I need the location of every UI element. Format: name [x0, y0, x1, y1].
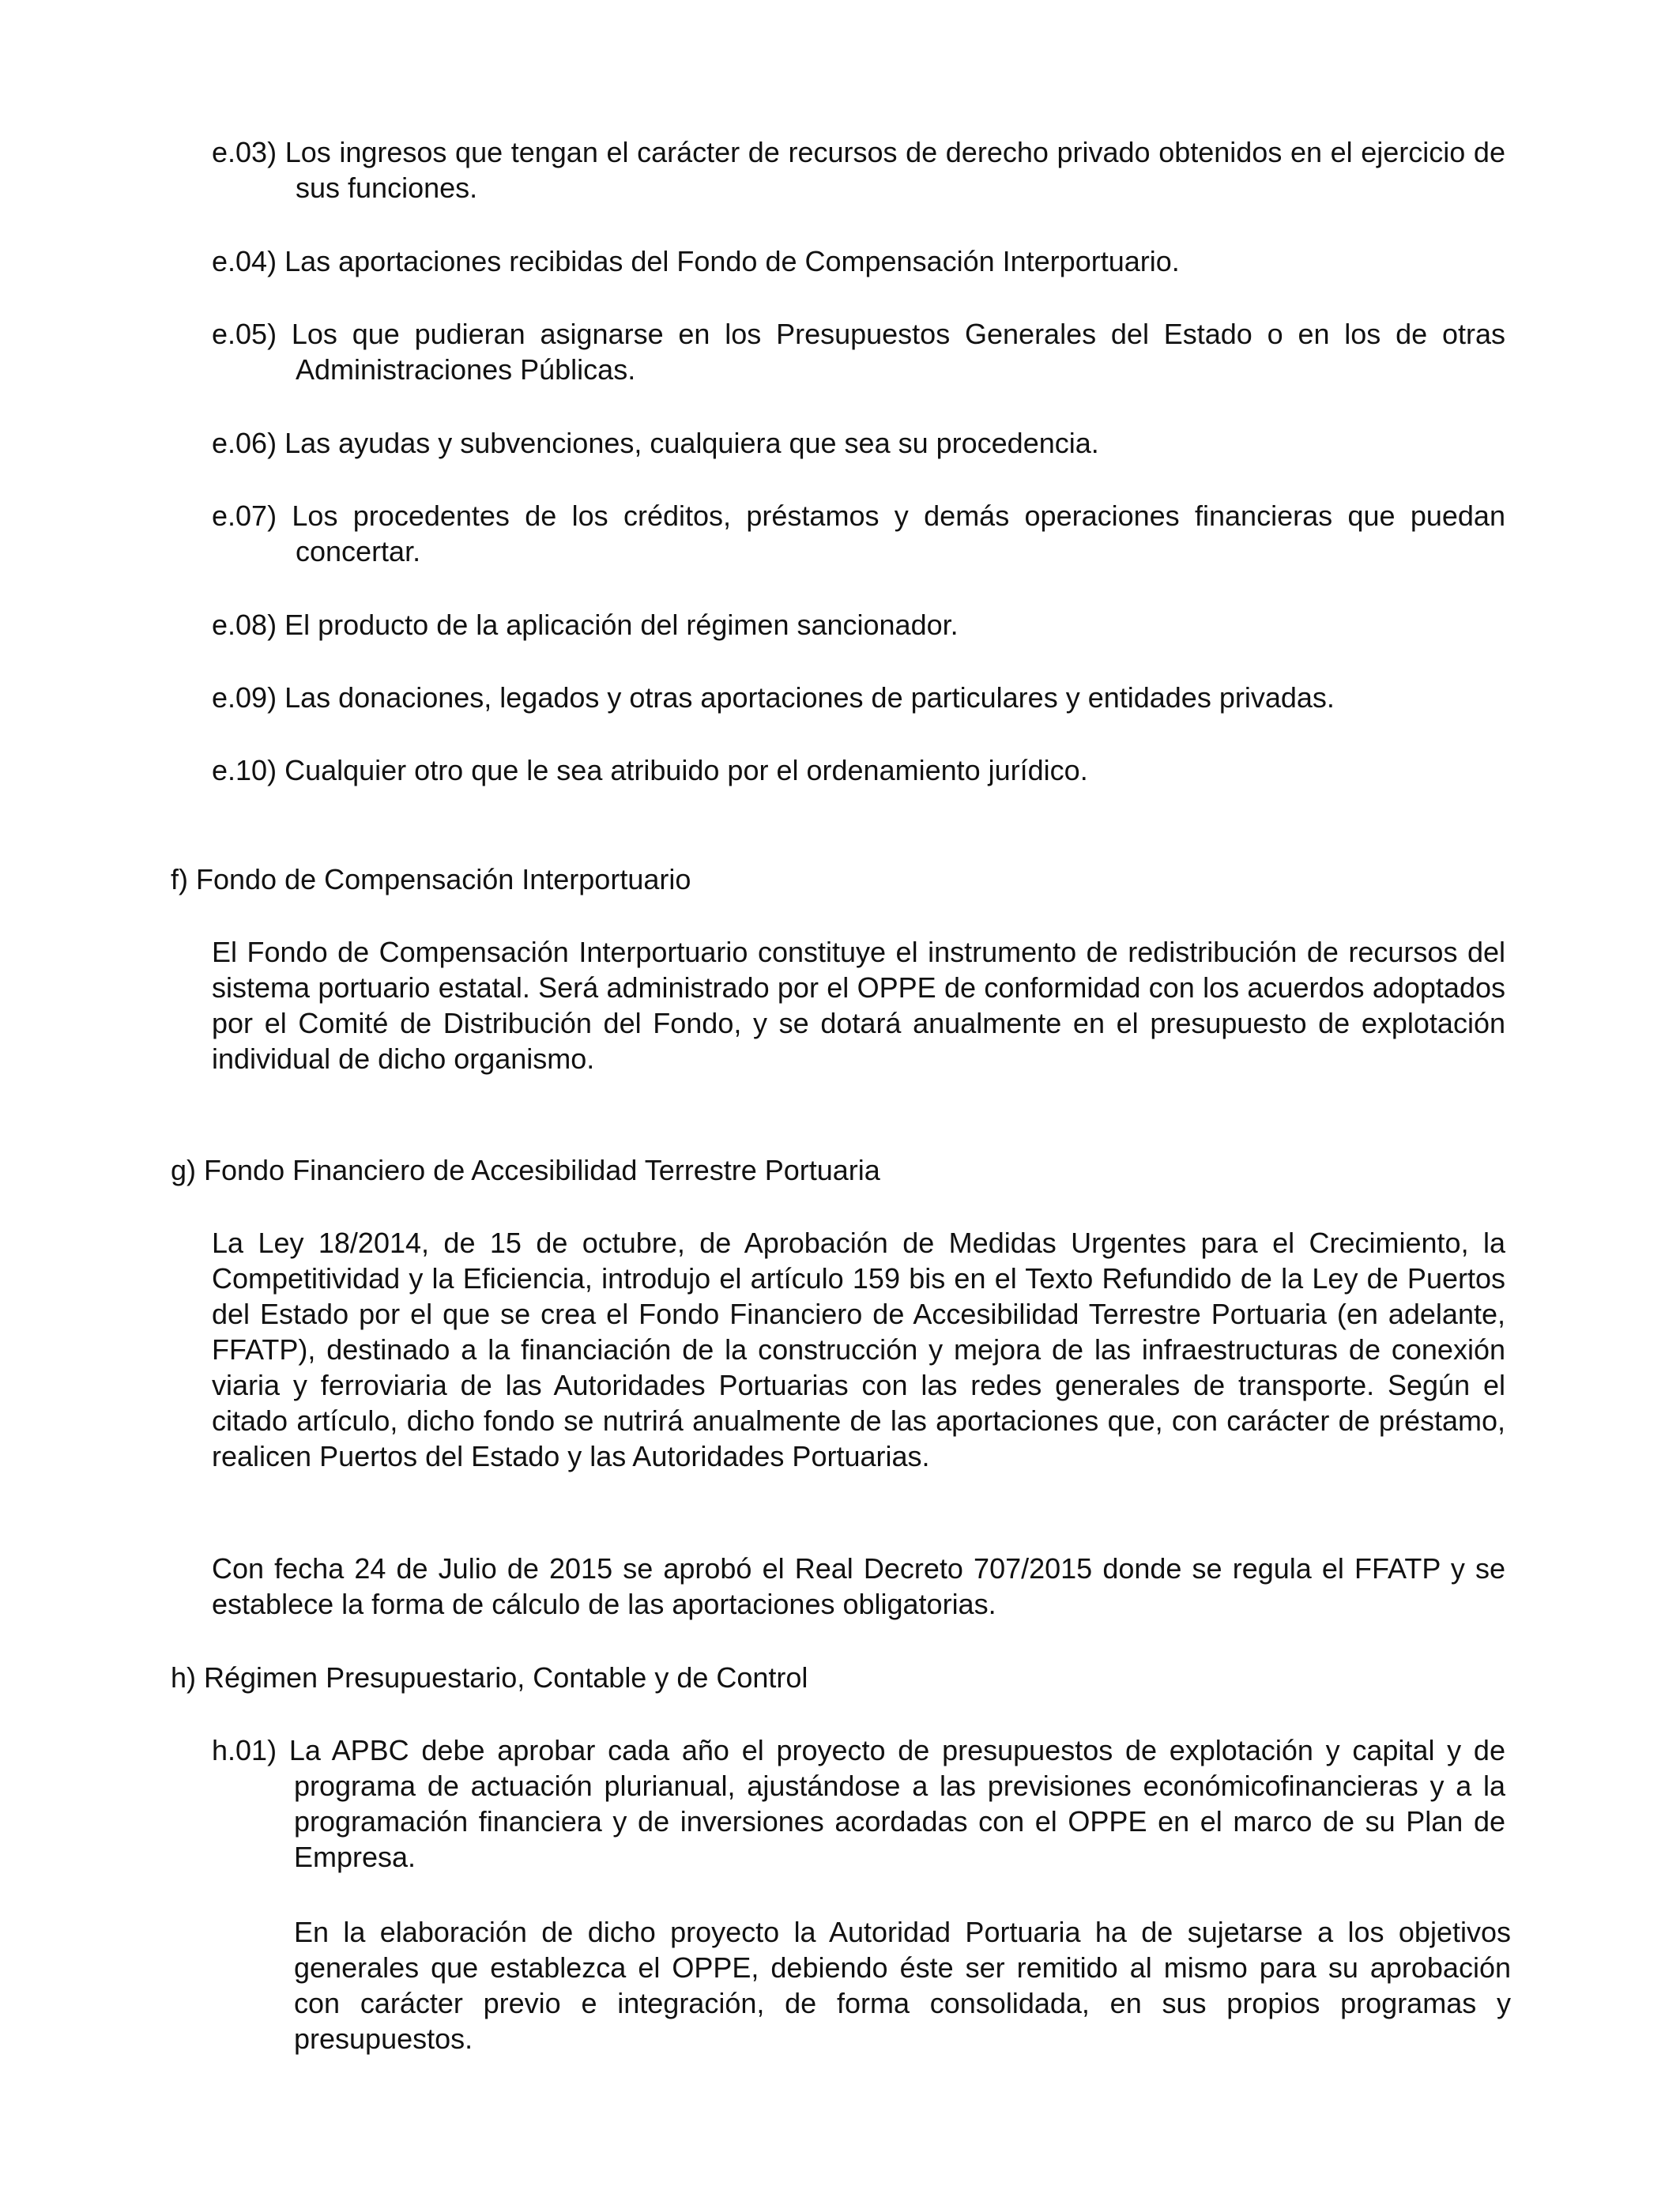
list-item-e09 [212, 680, 1505, 715]
item-code: e.10) [212, 754, 277, 786]
item-code: e.09) [212, 681, 277, 714]
list-item-h01 [212, 1732, 1505, 1875]
list-item-e05 [212, 316, 1505, 387]
item-code: e.05) [212, 318, 277, 350]
list-item-e06 [212, 425, 1505, 461]
list-item-e07 [212, 498, 1505, 569]
item-text: La APBC debe aprobar cada año el proyecto de presupuestos de explotación y capital y de programa de actuación plurianual, ajustándose a las previsiones económicofinancieras y a la programación financiera y de inversiones acordadas con el OPPE en el marco de su Plan de Empresa. [288, 1734, 1505, 1873]
section-paragraph-f: El Fondo de Compensación Interportuario constituye el instrumento de redistribución de recursos del sistema portuario estatal. Será administrado por el OPPE de conformidad con los acuerdos adoptados por el Comité de Distribución del Fondo, y se dotará anualmente en el presupuesto de explotación individual de dicho organismo. [212, 936, 1505, 1075]
item-text: Cualquier otro que le sea atribuido por el ordenamiento jurídico. [284, 754, 1088, 786]
section-heading-g: g) Fondo Financiero de Accesibilidad Terrestre Portuaria [171, 1154, 880, 1186]
list-item-e10 [212, 752, 1505, 788]
section-heading-f: f) Fondo de Compensación Interportuario [171, 863, 691, 895]
list-item-e03 [212, 134, 1505, 205]
item-code: e.08) [212, 609, 277, 641]
section-heading-h: h) Régimen Presupuestario, Contable y de Control [171, 1661, 808, 1694]
item-text: Los que pudieran asignarse en los Presupuestos Generales del Estado o en los de otras Administraciones Públicas. [291, 318, 1505, 386]
item-code: e.03) [212, 136, 277, 168]
item-code: e.04) [212, 245, 277, 277]
item-code: h.01) [212, 1734, 277, 1766]
item-text: El producto de la aplicación del régimen sancionador. [284, 609, 959, 641]
item-code: e.06) [212, 427, 277, 459]
item-text: Los procedentes de los créditos, préstamos y demás operaciones financieras que puedan concertar. [292, 499, 1505, 567]
section-paragraph-g1: La Ley 18/2014, de 15 de octubre, de Aprobación de Medidas Urgentes para el Crecimiento, la Competitividad y la Eficiencia, introdujo el artículo 159 bis en el Texto Refundido de la Ley de Puertos del Estado por el que se crea el Fondo Financiero de Accesibilidad Terrestre Portuaria (en adelante, FFATP), destinado a la financiación de la construcción y mejora de las infraestructuras de conexión viaria y ferroviaria de las Autoridades Portuarias con las redes generales de transporte. Según el citado artículo, dicho fondo se nutrirá anualmente de las aportaciones que, con carácter de préstamo, realicen Puertos del Estado y las Autoridades Portuarias. [212, 1227, 1505, 1472]
item-text: Las ayudas y subvenciones, cualquiera que sea su procedencia. [284, 427, 1099, 459]
item-text: Las aportaciones recibidas del Fondo de Compensación Interportuario. [284, 245, 1180, 277]
section-paragraph-g2: Con fecha 24 de Julio de 2015 se aprobó el Real Decreto 707/2015 donde se regula el FFATP y se establece la forma de cálculo de las aportaciones obligatorias. [212, 1552, 1505, 1620]
list-item-e08 [212, 607, 1505, 643]
item-code: e.07) [212, 499, 277, 532]
list-item-e04 [212, 243, 1505, 279]
item-text: Las donaciones, legados y otras aportaciones de particulares y entidades privadas. [284, 681, 1335, 714]
item-text: Los ingresos que tengan el carácter de recursos de derecho privado obtenidos en el ejercicio de sus funciones. [284, 136, 1505, 204]
section-subparagraph-h01: En la elaboración de dicho proyecto la Autoridad Portuaria ha de sujetarse a los objetivos generales que establezca el OPPE, debiendo éste ser remitido al mismo para su aprobación con carácter previo e integración, de forma consolidada, en sus propios programas y presupuestos. [294, 1916, 1511, 2055]
